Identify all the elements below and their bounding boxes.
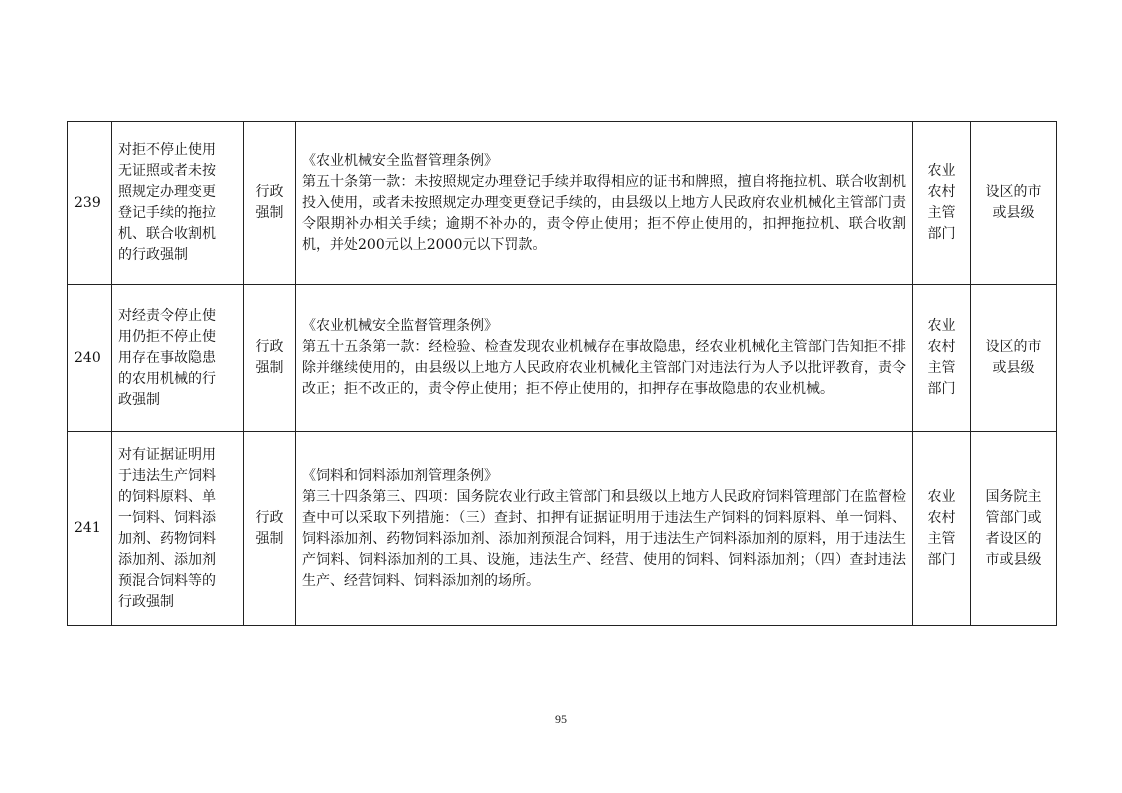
responsible-department: 农业 农村 主管 部门 — [913, 432, 971, 626]
regulation-clause: 第五十条第一款：未按照规定办理登记手续并取得相应的证书和牌照，擅自将拖拉机、联合收割机投入使用，或者未按照规定办理变更登记手续的，由县级以上地方人民政府农业机械化主管部门责令限期补办相关手续；逾期不补办的，责令停止使用；拒不停止使用的，扣押拖拉机、联合收割机，并处200元以上2000元以下罚款。 — [302, 173, 906, 253]
enforcement-items-table — [67, 121, 1057, 626]
item-type: 行政 强制 — [244, 285, 296, 432]
regulation-clause: 第三十四条第三、四项：国务院农业行政主管部门和县级以上地方人民政府饲料管理部门在监督检查中可以采取下列措施：（三）查封、扣押有证据证明用于违法生产饲料的饲料原料、单一饲料、饲料添加剂、药物饲料添加剂、添加剂预混合饲料，用于违法生产饲料添加剂的原料，用于违法生产饲料、饲料添加剂的工具、设施，违法生产、经营、使用的饲料、饲料添加剂；（四）查封违法生产、经营饲料、饲料添加剂的场所。 — [302, 488, 906, 589]
table-row — [68, 122, 1057, 285]
item-number: 241 — [68, 432, 112, 626]
regulation-title: 《饲料和饲料添加剂管理条例》 — [302, 467, 498, 484]
implementation-level: 设区的市 或县级 — [971, 285, 1057, 432]
regulation-title: 《农业机械安全监督管理条例》 — [302, 318, 498, 334]
item-name: 对拒不停止使用 无证照或者未按 照规定办理变更 登记手续的拖拉 机、联合收割机 的行政强制 — [112, 122, 244, 285]
legal-basis — [296, 285, 913, 432]
responsible-department: 农业 农村 主管 部门 — [913, 122, 971, 285]
table-row — [68, 432, 1057, 626]
page-number: 95 — [555, 712, 567, 726]
item-name: 对经责令停止使 用仍拒不停止使 用存在事故隐患 的农用机械的行 政强制 — [112, 285, 244, 432]
legal-basis — [296, 122, 913, 285]
implementation-level: 国务院主 管部门或 者设区的 市或县级 — [971, 432, 1057, 626]
item-name: 对有证据证明用 于违法生产饲料 的饲料原料、单 一饲料、饲料添 加剂、药物饲料 添加剂、添加剂 预混合饲料等的 行政强制 — [112, 432, 244, 626]
responsible-department: 农业 农村 主管 部门 — [913, 285, 971, 432]
table-row — [68, 285, 1057, 432]
item-type: 行政 强制 — [244, 432, 296, 626]
regulation-clause: 第五十五条第一款：经检验、检查发现农业机械存在事故隐患，经农业机械化主管部门告知拒不排除并继续使用的，由县级以上地方人民政府农业机械化主管部门对违法行为人予以批评教育，责令改正；拒不改正的，责令停止使用；拒不停止使用的，扣押存在事故隐患的农业机械。 — [302, 339, 906, 397]
item-number: 239 — [68, 122, 112, 285]
regulation-title: 《农业机械安全监督管理条例》 — [302, 152, 498, 169]
implementation-level: 设区的市 或县级 — [971, 122, 1057, 285]
legal-basis — [296, 432, 913, 626]
item-number: 240 — [68, 285, 112, 432]
item-type: 行政 强制 — [244, 122, 296, 285]
